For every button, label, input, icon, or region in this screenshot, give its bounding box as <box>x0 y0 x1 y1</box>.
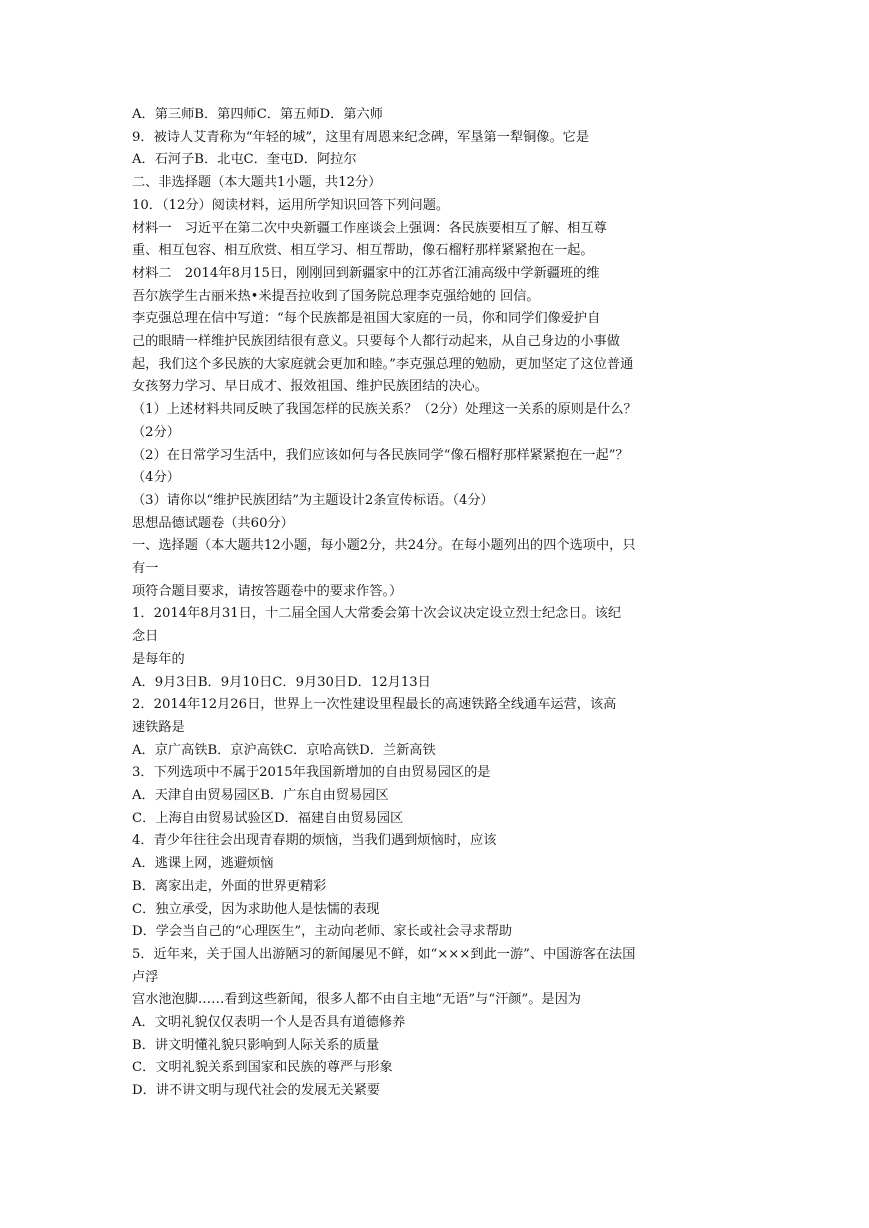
text-line: 李克强总理在信中写道：“每个民族都是祖国大家庭的一员，你和同学们像爱护自 <box>132 311 601 327</box>
text-line: 念日 <box>132 629 159 645</box>
text-line: 己的眼睛一样维护民族团结很有意义。只要每个人都行动起来，从自己身边的小事做 <box>132 334 620 349</box>
answer-options-line: A．9月3日B．9月10日C．9月30日D．12月13日 <box>132 674 431 690</box>
question-line: 5．近年来，关于国人出游陋习的新闻屡见不鲜，如“×××到此一游”、中国游客在法国 <box>132 946 636 962</box>
section-heading: 思想品德试题卷（共60分） <box>132 515 294 531</box>
answer-options-line: B．离家出走，外面的世界更精彩 <box>132 878 327 894</box>
answer-options-line: D．学会当自己的“心理医生”，主动向老师、家长或社会寻求帮助 <box>132 924 513 940</box>
section-heading: 二、非选择题（本大题共1小题，共12分） <box>132 175 382 191</box>
question-line: 1．2014年8月31日，十二届全国人大常委会第十次会议决定设立烈士纪念日。该纪 <box>132 606 622 622</box>
answer-options-line: B．讲文明懂礼貌只影响到人际关系的质量 <box>132 1037 380 1053</box>
text-line: 女孩努力学习、早日成才、报效祖国、维护民族团结的决心。 <box>132 379 489 395</box>
answer-options-line: A．逃课上网，逃避烦恼 <box>132 856 274 872</box>
question-line: 3．下列选项中不属于2015年我国新增加的自由贸易园区的是 <box>132 765 491 781</box>
question-line: 9．被诗人艾青称为“年轻的城”，这里有周恩来纪念碑，军垦第一犁铜像。它是 <box>132 129 590 145</box>
answer-options-line: A．文明礼貌仅仅表明一个人是否具有道德修养 <box>132 1015 406 1030</box>
question-line: 4．青少年往往会出现青春期的烦恼，当我们遇到烦恼时，应该 <box>132 833 497 849</box>
text-line: 吾尔族学生古丽米热•米提吾拉收到了国务院总理李克强给她的 回信。 <box>132 288 540 304</box>
text-line: 速铁路是 <box>132 719 185 735</box>
text-line: 是每年的 <box>132 651 185 667</box>
section-heading: 一、选择题（本大题共12小题，每小题2分，共24分。在每小题列出的四个选项中，只 <box>132 538 636 554</box>
text-line: （2分） <box>132 424 180 440</box>
sub-question-line: （3）请你以“维护民族团结”为主题设计2条宣传标语。（4分） <box>132 492 494 508</box>
text-line: 重、相互包容、相互欣赏、相互学习、相互帮助，像石榴籽那样紧紧抱在一起。 <box>132 243 594 259</box>
text-line: 材料一 习近平在第二次中央新疆工作座谈会上强调：各民族要相互了解、相互尊 <box>132 220 607 236</box>
answer-options-line: A．石河子B．北屯C．奎屯D．阿拉尔 <box>132 152 357 168</box>
answer-options-line: C．文明礼貌关系到国家和民族的尊严与形象 <box>132 1060 393 1076</box>
answer-options-line: A．天津自由贸易园区B．广东自由贸易园区 <box>132 788 389 803</box>
text-line: 卢浮 <box>132 969 159 985</box>
text-line: 宫水池泡脚……看到这些新闻，很多人都不由自主地“无语”与“汗颜”。是因为 <box>132 992 581 1008</box>
answer-options-line: A．第三师B．第四师C．第五师D．第六师 <box>132 107 383 122</box>
text-line: 有一 <box>132 561 159 576</box>
answer-options-line: A．京广高铁B．京沪高铁C．京哈高铁D．兰新高铁 <box>132 742 436 758</box>
text-line: 材料二 2014年8月15日，刚刚回到新疆家中的江苏省江浦高级中学新疆班的维 <box>132 265 600 281</box>
answer-options-line: C．上海自由贸易试验区D．福建自由贸易园区 <box>132 810 404 826</box>
text-line: 起，我们这个多民族的大家庭就会更加和睦。”李克强总理的勉励，更加坚定了这位普通 <box>132 356 634 372</box>
question-line: 10．（12分）阅读材料，运用所学知识回答下列问题。 <box>132 197 450 213</box>
text-line: （4分） <box>132 470 180 486</box>
question-line: 2．2014年12月26日，世界上一次性建设里程最长的高速铁路全线通车运营，该高 <box>132 697 617 713</box>
answer-options-line: C．独立承受，因为求助他人是怯懦的表现 <box>132 901 380 917</box>
sub-question-line: （1）上述材料共同反映了我国怎样的民族关系？（2分）处理这一关系的原则是什么？ <box>132 402 637 418</box>
text-line: 项符合题目要求，请按答题卷中的要求作答。） <box>132 583 403 599</box>
answer-options-line: D．讲不讲文明与现代社会的发展无关紧要 <box>132 1083 380 1099</box>
sub-question-line: （2）在日常学习生活中，我们应该如何与各民族同学“像石榴籽那样紧紧抱在一起”？ <box>132 447 629 463</box>
